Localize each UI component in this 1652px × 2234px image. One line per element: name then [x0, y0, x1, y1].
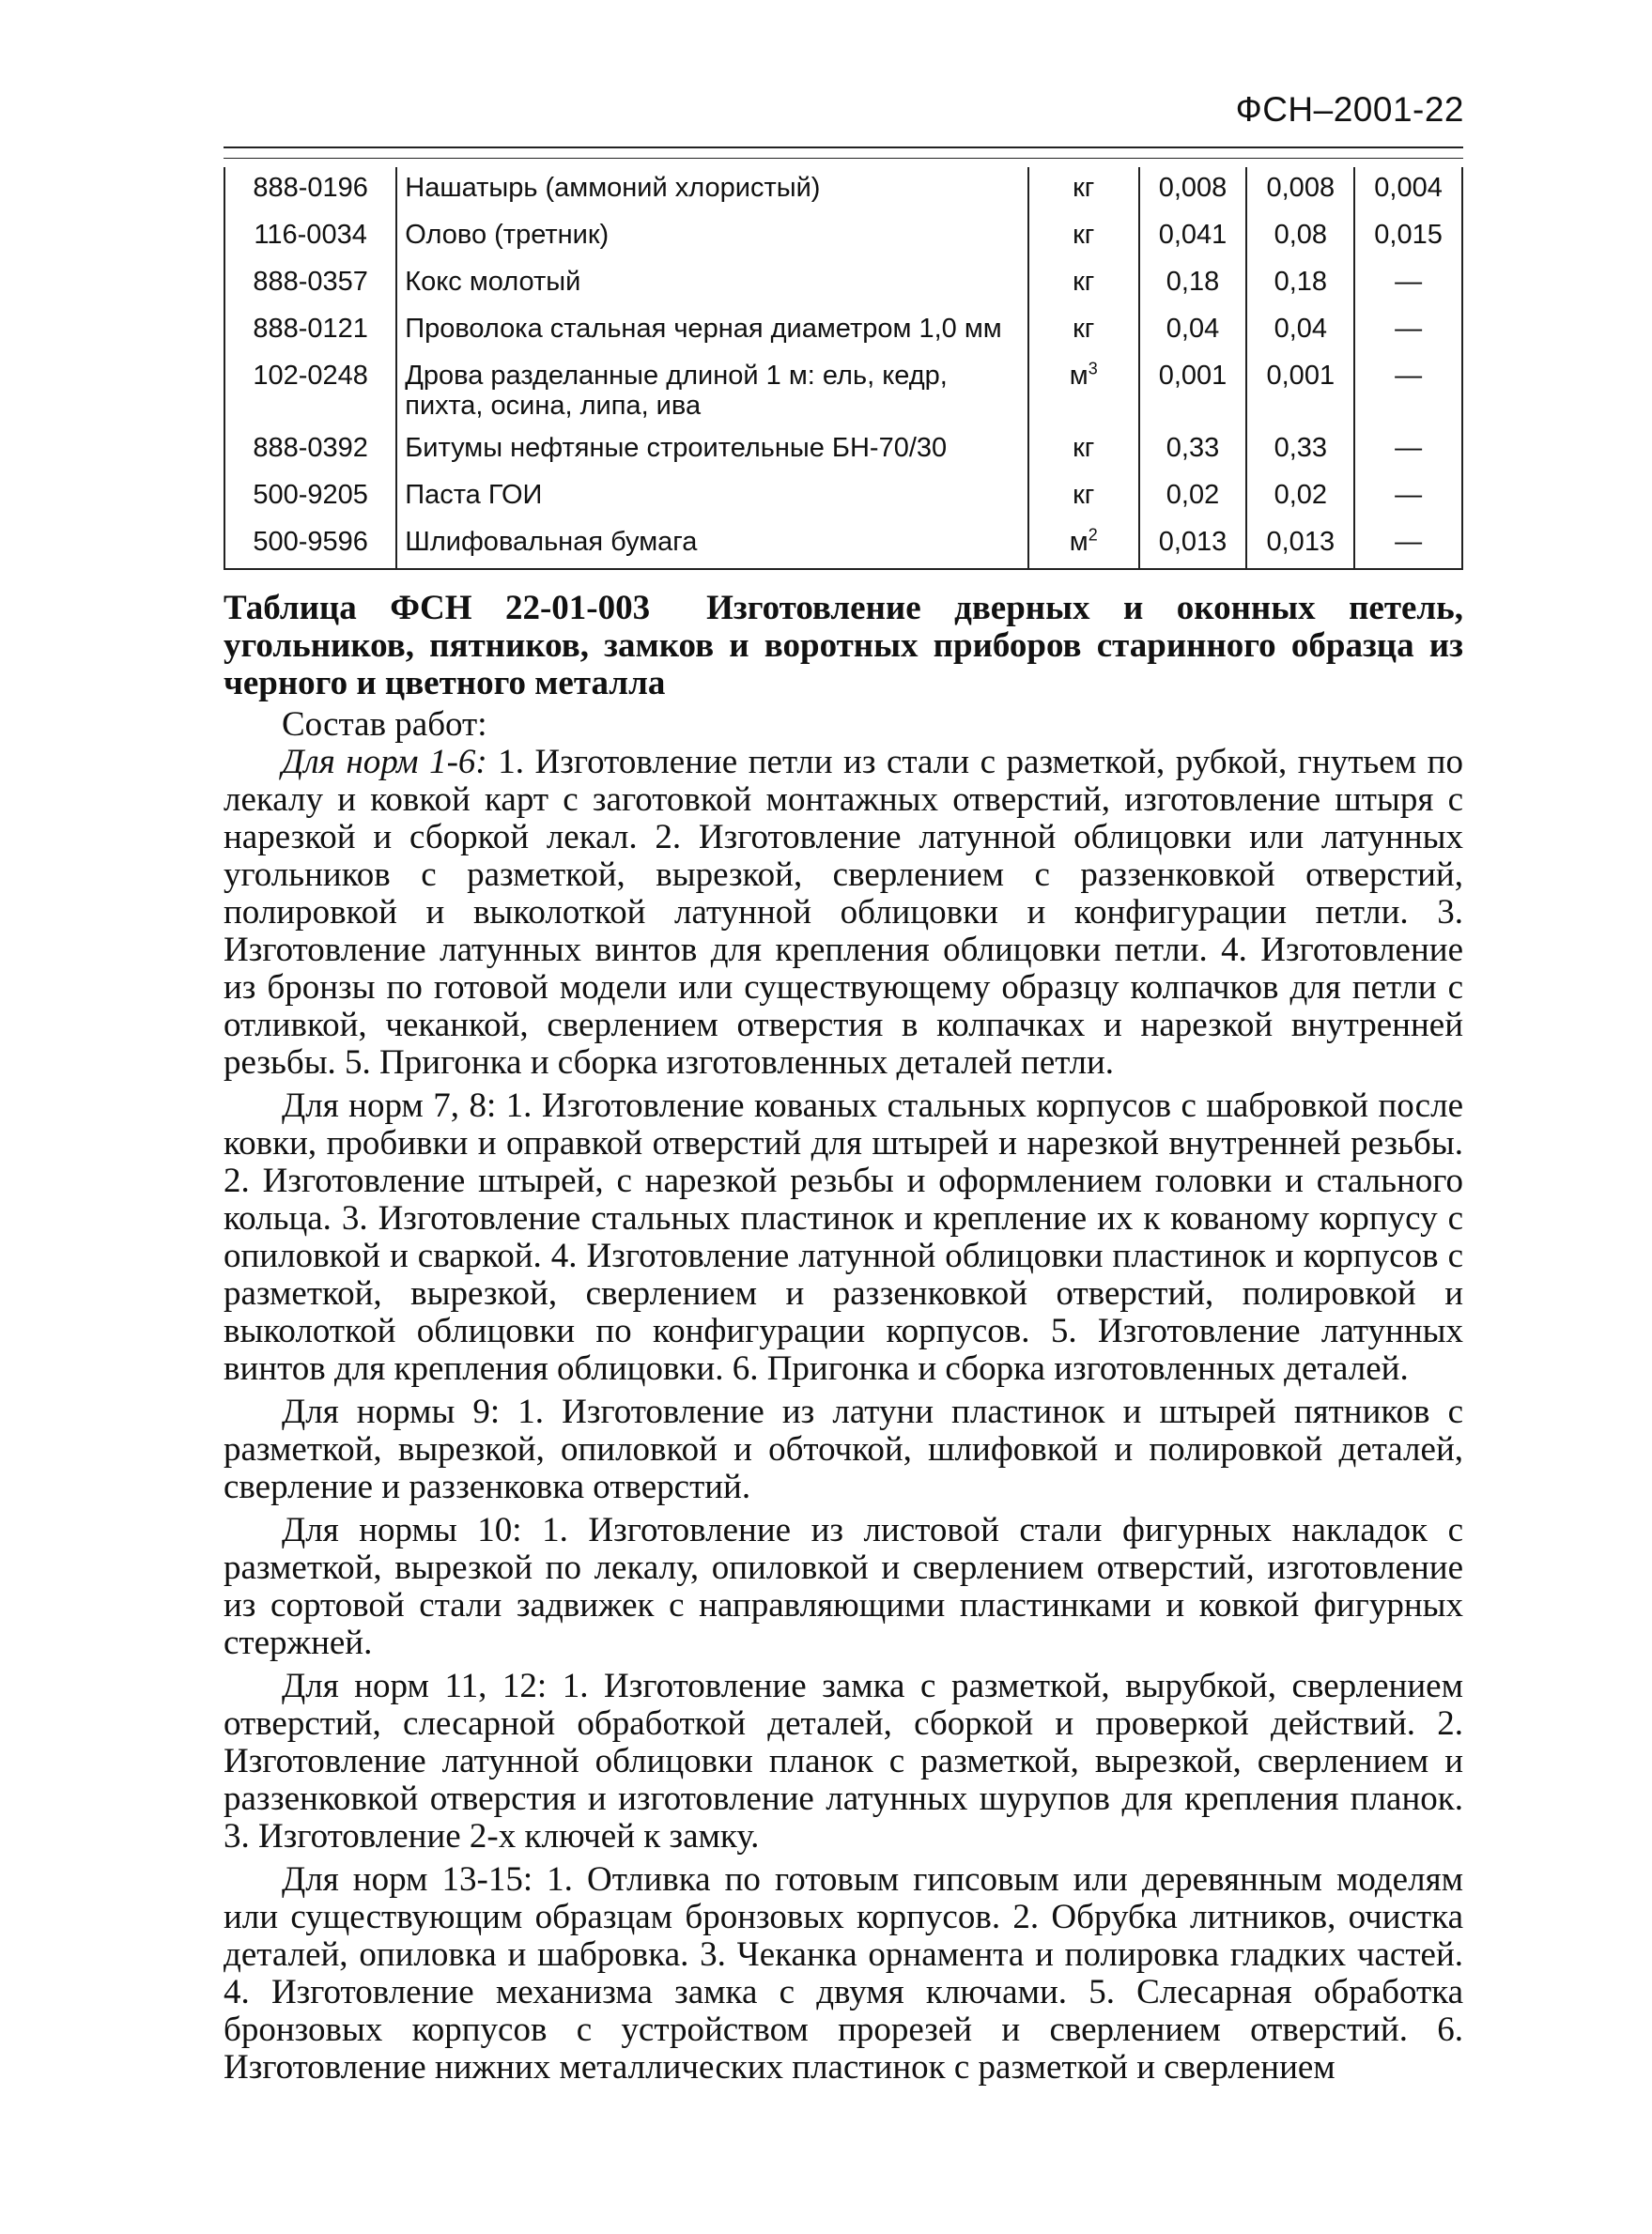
composition-paragraph [224, 744, 1463, 1082]
composition-paragraph [224, 1087, 1463, 1388]
material-name-cell [396, 167, 1028, 214]
unit-superscript: 2 [1088, 525, 1098, 545]
unit-cell-text: кг [1073, 173, 1095, 203]
material-code-cell [224, 521, 396, 569]
material-code-cell [224, 355, 396, 427]
value-cell-2-text: 0,008 [1266, 173, 1335, 203]
value-cell-1-text: 0,008 [1158, 173, 1227, 203]
value-cell-2 [1246, 308, 1354, 355]
table-title: Изготовление дверных и оконных петель, угольников, пятников, замков и воротных приборов старинного образца из черного и цветного металла [224, 589, 1463, 702]
value-cell-3-text: — [1395, 267, 1423, 297]
value-cell-3 [1354, 214, 1462, 261]
value-cell-2 [1246, 167, 1354, 214]
unit-cell [1028, 214, 1139, 261]
unit-cell [1028, 474, 1139, 521]
value-cell-1-text: 0,001 [1158, 361, 1227, 391]
value-cell-3-text: 0,015 [1374, 220, 1443, 250]
unit-cell [1028, 427, 1139, 474]
material-name-cell [396, 261, 1028, 308]
value-cell-2 [1246, 521, 1354, 569]
value-cell-1-text: 0,041 [1158, 220, 1227, 250]
composition-paragraph [224, 1861, 1463, 2087]
value-cell-1 [1139, 427, 1247, 474]
paragraph-text: Для норм 11, 12: 1. Изготовление замка с разметкой, вырубкой, сверлением отверстий, слесарной обработкой деталей, сборкой и проверкой действий. 2. Изготовление латунной облицовки планок с разметкой, вырезкой, сверлением и раззенковкой отверстия и изготовление латунных шурупов для крепления планок. 3. Изготовление 2-х ключей к замку. [224, 1667, 1463, 1856]
table-row [224, 355, 1462, 427]
material-code-cell [224, 167, 396, 214]
value-cell-2-text: 0,04 [1274, 314, 1328, 344]
table-row [224, 261, 1462, 308]
value-cell-3-text: — [1395, 526, 1423, 557]
unit-cell [1028, 355, 1139, 427]
value-cell-2-text: 0,33 [1274, 432, 1328, 463]
material-code-cell-text: 102-0248 [253, 361, 368, 391]
material-code-cell-text: 888-0392 [253, 432, 368, 463]
materials-table-body [224, 167, 1462, 569]
value-cell-2-text: 0,013 [1266, 526, 1335, 557]
paragraph-text: Для нормы 9: 1. Изготовление из латуни пластинок и штырей пятников с разметкой, вырезкой, опиловкой и обточкой, шлифовкой и полировкой деталей, сверление и раззенковка отверстий. [224, 1393, 1463, 1506]
value-cell-2-text: 0,001 [1266, 361, 1335, 391]
value-cell-1 [1139, 308, 1247, 355]
material-name-cell-text: Битумы нефтяные строительные БН-70/30 [405, 432, 948, 463]
value-cell-3-text: — [1395, 432, 1423, 463]
value-cell-1 [1139, 521, 1247, 569]
material-name-cell [396, 355, 1028, 427]
unit-cell [1028, 308, 1139, 355]
composition-heading: Состав работ: [282, 705, 487, 744]
material-name-cell [396, 214, 1028, 261]
material-code-cell-text: 500-9596 [253, 526, 368, 557]
value-cell-1-text: 0,33 [1166, 432, 1220, 463]
value-cell-3 [1354, 261, 1462, 308]
value-cell-3-text: — [1395, 314, 1423, 344]
material-name-cell-text: Паста ГОИ [405, 479, 543, 510]
value-cell-2-text: 0,18 [1274, 267, 1328, 297]
paragraph-text: 1. Изготовление петли из стали с разметкой, рубкой, гнутьем по лекалу и ковкой карт с заготовкой монтажных отверстий, изготовление штыря с нарезкой и сборкой лекал. 2. Изготовление латунной облицовки или латунных угольников с разметкой, вырезкой, сверлением с раззенковкой отверстий, полировкой и выколоткой латунной облицовки и конфигурации петли. 3. Изготовление латунных винтов для крепления облицовки петли. 4. Изготовление из бронзы по готовой модели или существующему образцу колпачков для петли с отливкой, чеканкой, сверлением отверстия в колпачках и нарезкой внутренней резьбы. 5. Пригонка и сборка изготовленных деталей петли. [224, 743, 1463, 1082]
value-cell-3-text: — [1395, 479, 1423, 510]
header-rule-thin [224, 158, 1463, 159]
unit-cell [1028, 261, 1139, 308]
material-name-cell-text: Проволока стальная черная диаметром 1,0 мм [405, 314, 1002, 344]
unit-cell-text: м [1069, 526, 1088, 557]
value-cell-3 [1354, 521, 1462, 569]
value-cell-1 [1139, 214, 1247, 261]
table-row [224, 308, 1462, 355]
material-code-cell-text: 888-0121 [253, 314, 368, 344]
value-cell-3 [1354, 427, 1462, 474]
value-cell-2 [1246, 474, 1354, 521]
value-cell-1-text: 0,04 [1166, 314, 1220, 344]
table-row [224, 474, 1462, 521]
value-cell-3-text: 0,004 [1374, 173, 1443, 203]
value-cell-3 [1354, 355, 1462, 427]
materials-table [224, 167, 1463, 570]
unit-cell-text: кг [1073, 267, 1095, 297]
table-row [224, 214, 1462, 261]
material-code-cell [224, 261, 396, 308]
material-code-cell-text: 888-0357 [253, 267, 368, 297]
header-rule [224, 146, 1463, 148]
paragraph-text: Для норм 13-15: 1. Отливка по готовым гипсовым или деревянным моделям или существующим образцам бронзовых корпусов. 2. Обрубка литников, очистка деталей, опиловка и шабровка. 3. Чеканка орнамента и полировка гладких частей. 4. Изготовление механизма замка с двумя ключами. 5. Слесарная обработка бронзовых корпусов с устройством прорезей и сверлением отверстий. 6. Изготовление нижних металлических пластинок с разметкой и сверлением [224, 1860, 1463, 2087]
unit-superscript: 3 [1088, 359, 1098, 378]
unit-cell-text: кг [1073, 220, 1095, 250]
page-header-code: ФСН–2001-22 [1235, 90, 1464, 129]
table-number: Таблица ФСН 22-01-003 [224, 589, 651, 627]
table-row [224, 167, 1462, 214]
value-cell-1-text: 0,02 [1166, 479, 1220, 510]
value-cell-2 [1246, 427, 1354, 474]
material-name-cell [396, 521, 1028, 569]
document-body [224, 590, 1463, 2092]
material-name-cell-text: Кокс молотый [405, 267, 581, 297]
value-cell-1 [1139, 474, 1247, 521]
value-cell-1 [1139, 261, 1247, 308]
value-cell-3 [1354, 308, 1462, 355]
material-name-cell-text: Шлифовальная бумага [405, 526, 698, 557]
value-cell-2-text: 0,02 [1274, 479, 1328, 510]
material-code-cell [224, 214, 396, 261]
material-name-cell [396, 474, 1028, 521]
material-code-cell-text: 116-0034 [254, 220, 367, 250]
material-name-cell-text: Дрова разделанные длиной 1 м: ель, кедр, пихта, осина, липа, ива [405, 361, 948, 422]
material-code-cell-text: 500-9205 [253, 479, 368, 510]
material-code-cell [224, 427, 396, 474]
value-cell-2 [1246, 261, 1354, 308]
paragraph-text: Для нормы 10: 1. Изготовление из листовой стали фигурных накладок с разметкой, вырезкой по лекалу, опиловкой и сверлением отверстий, изготовление из сортовой стали задвижек с направляющими пластинками и ковкой фигурных стержней. [224, 1511, 1463, 1662]
material-name-cell [396, 427, 1028, 474]
value-cell-2 [1246, 214, 1354, 261]
table-row [224, 521, 1462, 569]
unit-cell-text: кг [1073, 479, 1095, 510]
material-code-cell-text: 888-0196 [253, 173, 368, 203]
unit-cell-text: кг [1073, 314, 1095, 344]
value-cell-1 [1139, 355, 1247, 427]
value-cell-3 [1354, 167, 1462, 214]
unit-cell [1028, 167, 1139, 214]
composition-paragraph [224, 1512, 1463, 1662]
value-cell-2 [1246, 355, 1354, 427]
value-cell-3-text: — [1395, 361, 1423, 391]
table-row [224, 427, 1462, 474]
material-name-cell-text: Олово (третник) [405, 220, 610, 250]
material-name-cell-text: Нашатырь (аммоний хлористый) [405, 173, 821, 203]
table-heading [224, 590, 1463, 702]
material-code-cell [224, 474, 396, 521]
unit-cell-text: м [1069, 361, 1088, 391]
value-cell-2-text: 0,08 [1274, 220, 1328, 250]
unit-cell [1028, 521, 1139, 569]
paragraph-lead: Для норм 1-6: [282, 743, 487, 781]
composition-paragraph [224, 1394, 1463, 1506]
paragraph-text: Для норм 7, 8: 1. Изготовление кованых стальных корпусов с шабровкой после ковки, пробивки и оправкой отверстий для штырей и нарезкой внутренней резьбы. 2. Изготовление штырей, с нарезкой резьбы и оформлением головки и стального кольца. 3. Изготовление стальных пластинок и крепление их к кованому корпусу с опиловкой и сваркой. 4. Изготовление латунной облицовки пластинок и корпусов с разметкой, вырезкой, сверлением и раззенковкой отверстий, полировкой и выколоткой облицовки по конфигурации корпусов. 5. Изготовление латунных винтов для крепления облицовки. 6. Пригонка и сборка изготовленных деталей. [224, 1086, 1463, 1388]
unit-cell-text: кг [1073, 432, 1095, 463]
material-code-cell [224, 308, 396, 355]
value-cell-1 [1139, 167, 1247, 214]
composition-paragraphs [224, 744, 1463, 2087]
value-cell-1-text: 0,013 [1158, 526, 1227, 557]
value-cell-3 [1354, 474, 1462, 521]
value-cell-1-text: 0,18 [1166, 267, 1220, 297]
material-name-cell [396, 308, 1028, 355]
composition-paragraph [224, 1668, 1463, 1856]
